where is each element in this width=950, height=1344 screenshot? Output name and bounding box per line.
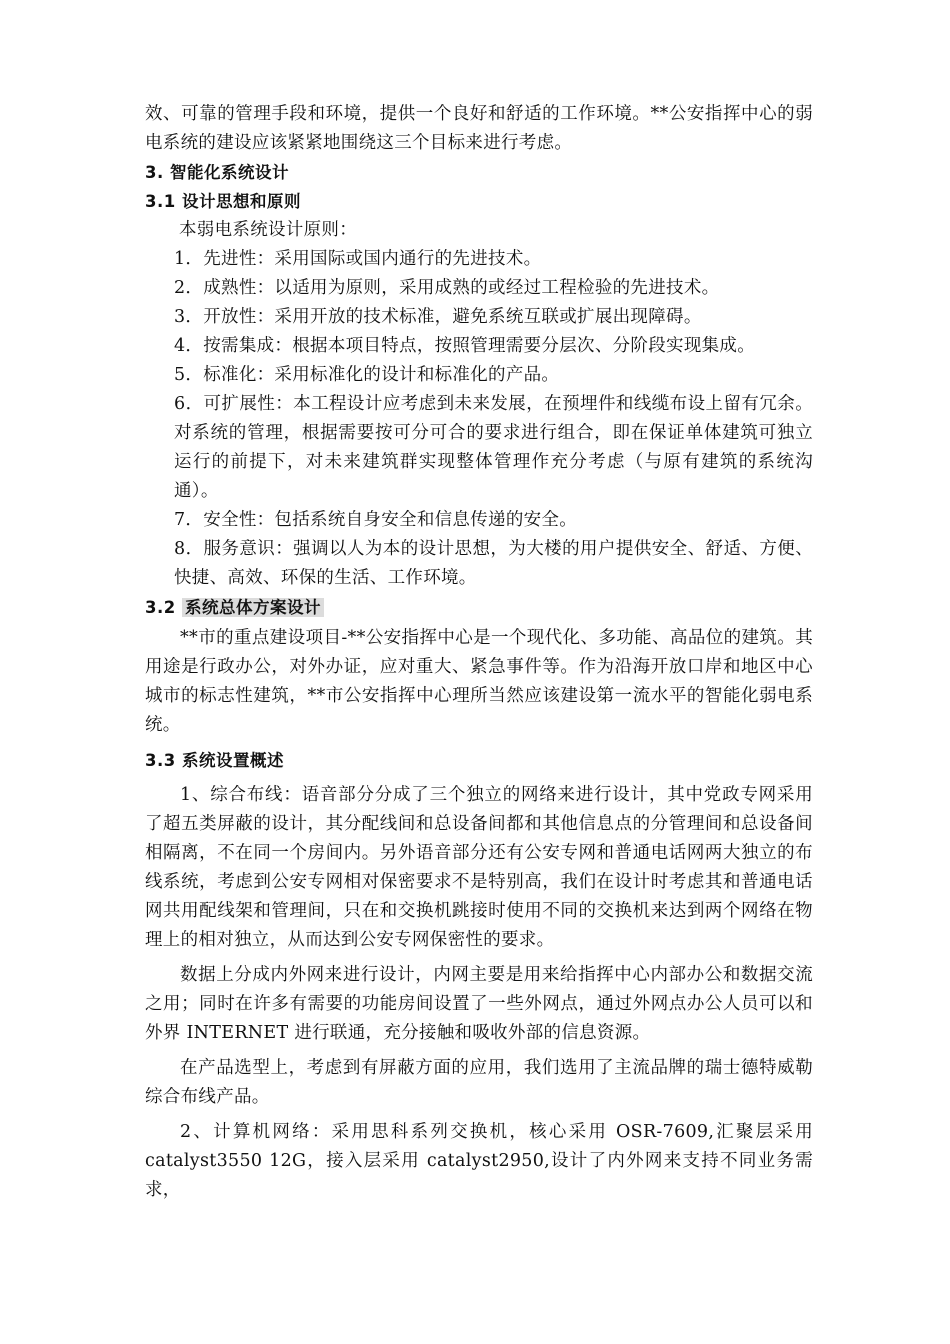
document-page xyxy=(145,100,813,1211)
section-3-2-heading xyxy=(145,593,813,622)
section-3-3-heading: 3.3 系统设置概述 xyxy=(145,751,284,770)
list-item: 4．按需集成：根据本项目特点，按照管理需要分层次、分阶段实现集成。 xyxy=(174,336,756,356)
section-3-heading: 3. 智能化系统设计 xyxy=(145,163,289,182)
section-3-2-number: 3.2 xyxy=(145,598,176,617)
section-3-3-paragraph: 在产品选型上，考虑到有屏蔽方面的应用，我们选用了主流品牌的瑞士德特威勒综合布线产品。 xyxy=(145,1058,813,1107)
list-item: 6．可扩展性：本工程设计应考虑到未来发展，在预埋件和线缆布设上留有冗余。对系统的管理，根据需要按可分可合的要求进行组合，即在保证单体建筑可独立运行的前提下，对未来建筑群实现整体管理作充分考虑（与原有建筑的系统沟通）。 xyxy=(174,394,813,501)
intro-paragraph: 效、可靠的管理手段和环境，提供一个良好和舒适的工作环境。**公安指挥中心的弱电系统的建设应该紧紧地围绕这三个目标来进行考虑。 xyxy=(145,104,813,153)
section-3-3-paragraph: 数据上分成内外网来进行设计，内网主要是用来给指挥中心内部办公和数据交流之用；同时在许多有需要的功能房间设置了一些外网点，通过外网点办公人员可以和外界 INTERNET 进行联通，充分接触和吸收外部的信息资源。 xyxy=(145,965,813,1043)
list-item: 7．安全性：包括系统自身安全和信息传递的安全。 xyxy=(174,510,578,530)
section-3-2-paragraph: **市的重点建设项目-**公安指挥中心是一个现代化、多功能、高品位的建筑。其用途是行政办公，对外办证，应对重大、紧急事件等。作为沿海开放口岸和地区中心城市的标志性建筑，**市公安指挥中心理所当然应该建设第一流水平的智能化弱电系统。 xyxy=(145,628,813,735)
list-item: 5．标准化：采用标准化的设计和标准化的产品。 xyxy=(174,365,560,385)
principles-intro: 本弱电系统设计原则： xyxy=(179,220,357,240)
section-3-3-paragraph: 1、综合布线：语音部分分成了三个独立的网络来进行设计，其中党政专网采用了超五类屏蔽的设计，其分配线间和总设备间都和其他信息点的分管理间和总设备间相隔离，不在同一个房间内。另外语音部分还有公安专网和普通电话网两大独立的布线系统，考虑到公安专网相对保密要求不是特别高，我们在设计时考虑其和普通电话网共用配线架和管理间，只在和交换机跳接时使用不同的交换机来达到两个网络在物理上的相对独立，从而达到公安专网保密性的要求。 xyxy=(145,785,813,950)
principles-list xyxy=(145,245,813,593)
list-item: 8．服务意识：强调以人为本的设计思想，为大楼的用户提供安全、舒适、方便、快捷、高效、环保的生活、工作环境。 xyxy=(174,539,813,588)
section-3-3-paragraph: 2、计算机网络：采用思科系列交换机，核心采用 OSR-7609,汇聚层采用 catalyst3550 12G，接入层采用 catalyst2950,设计了内外网来支持不同业务需求， xyxy=(145,1122,813,1200)
list-item: 3．开放性：采用开放的技术标准，避免系统互联或扩展出现障碍。 xyxy=(174,307,702,327)
list-item: 1．先进性：采用国际或国内通行的先进技术。 xyxy=(174,249,542,269)
list-item: 2．成熟性：以适用为原则，采用成熟的或经过工程检验的先进技术。 xyxy=(174,278,720,298)
section-3-1-heading: 3.1 设计思想和原则 xyxy=(145,192,301,211)
section-3-2-title: 系统总体方案设计 xyxy=(182,598,324,617)
